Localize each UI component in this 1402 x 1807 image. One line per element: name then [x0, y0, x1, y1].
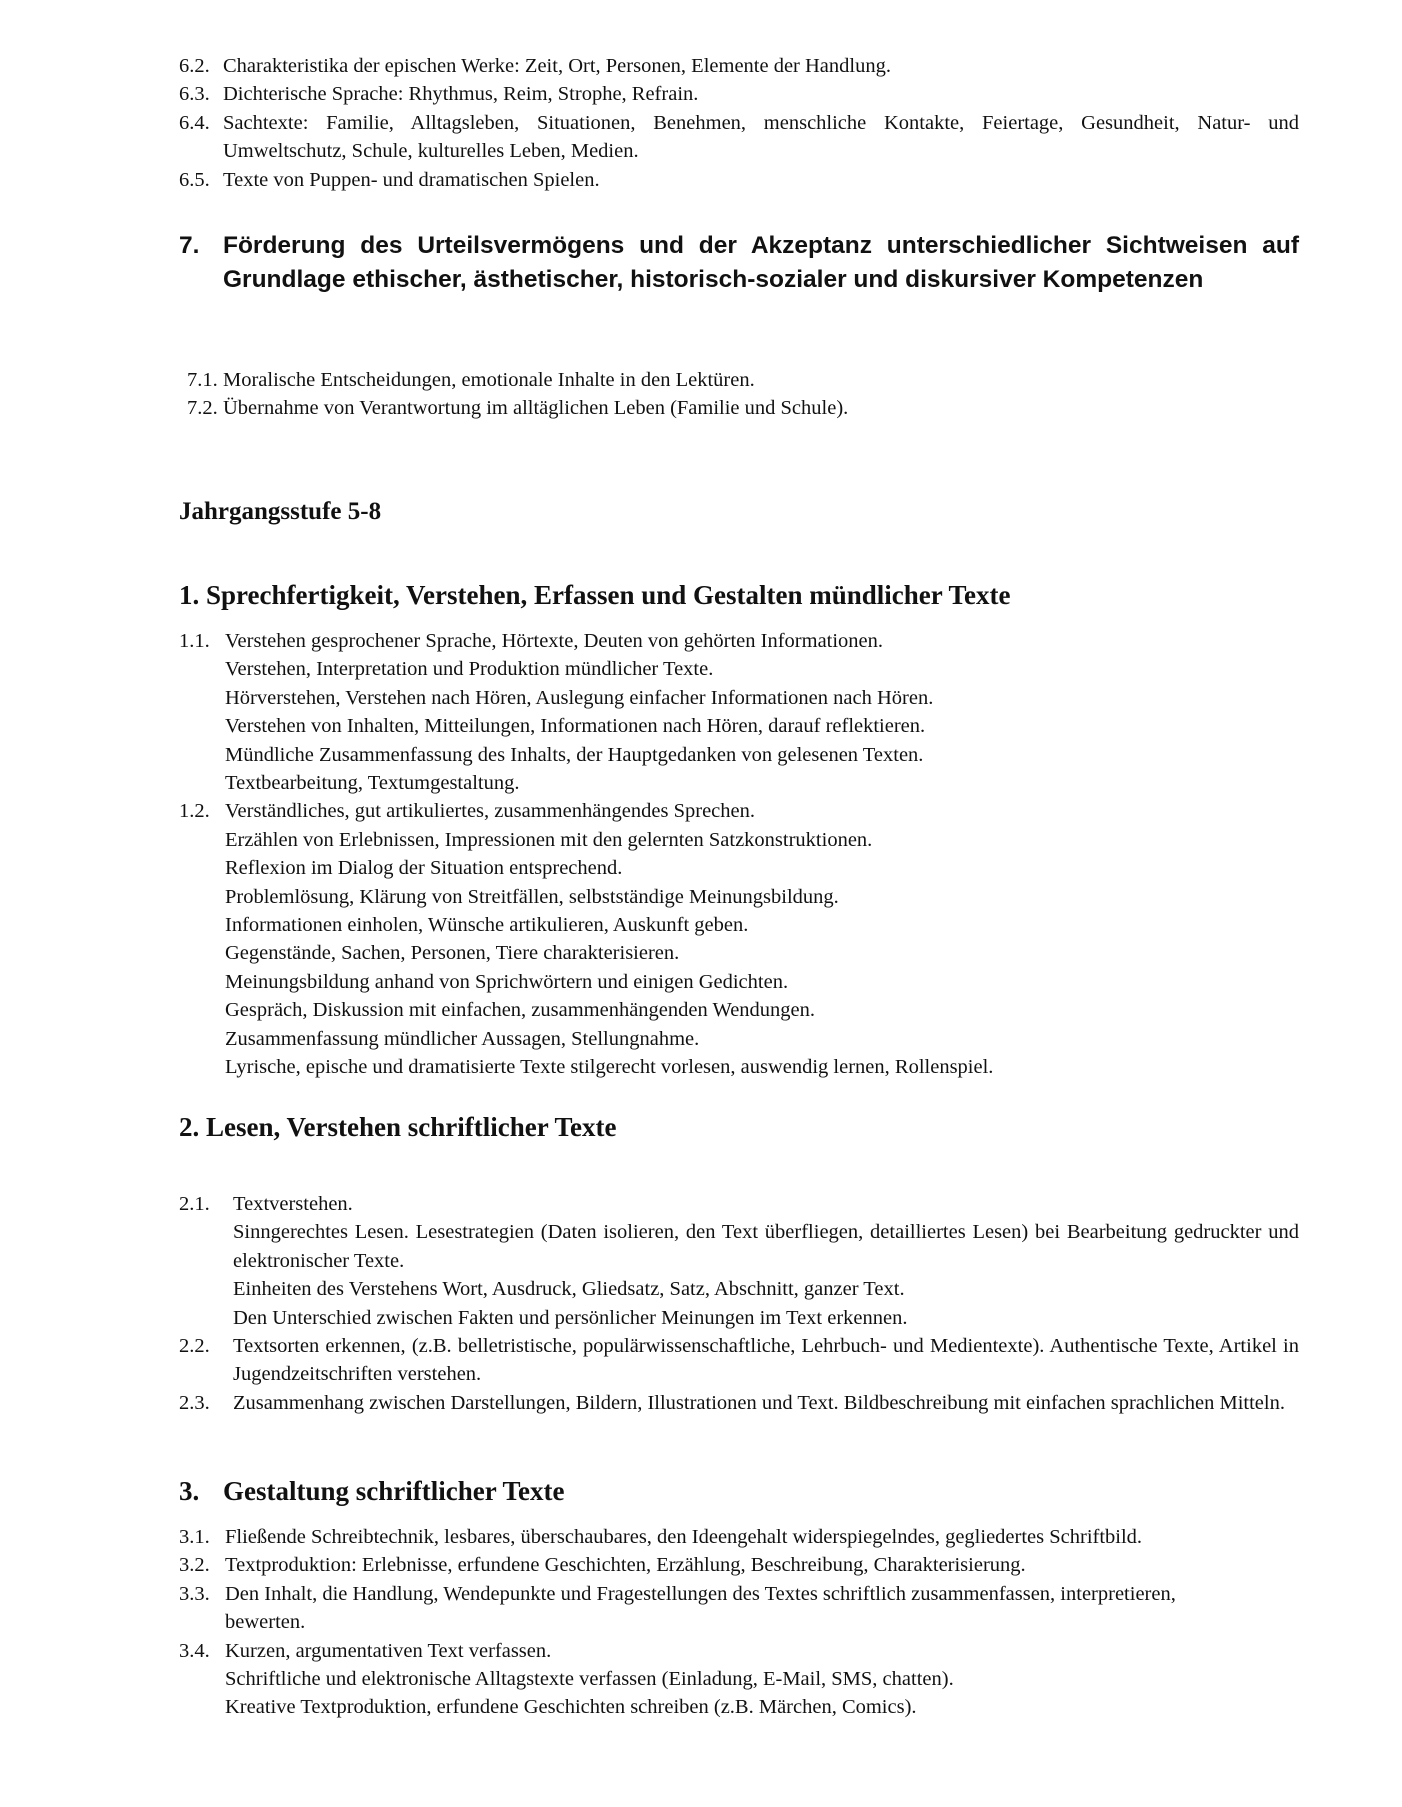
item-line: Gespräch, Diskussion mit einfachen, zusammenhängenden Wendungen.	[225, 999, 816, 1022]
item-line: Problemlösung, Klärung von Streitfällen, selbstständige Meinungsbildung.	[225, 885, 839, 908]
item-text: Den Inhalt, die Handlung, Wendepunkte und Fragestellungen des Textes schriftlich zusammenfassen, interpretieren, bewerten.	[225, 1582, 1176, 1634]
item-number: 3.4.	[179, 1639, 210, 1662]
item-text: Sachtexte: Familie, Alltagsleben, Situationen, Benehmen, menschliche Kontakte, Feiertage, Gesundheit, Natur- und Umweltschutz, Schule, kulturelles Leben, Medien.	[223, 111, 1299, 163]
list-section-2	[179, 1190, 1299, 1417]
item-line: Zusammenfassung mündlicher Aussagen, Stellungnahme.	[225, 1027, 700, 1050]
list-item-6-2	[179, 52, 1299, 80]
grade-heading: Jahrgangsstufe 5-8	[179, 498, 382, 525]
item-text: Textsorten erkennen, (z.B. belletristische, populärwissenschaftliche, Lehrbuch- und Medientexte). Authentische Texte, Artikel in Jugendzeitschriften verstehen.	[233, 1335, 1299, 1386]
item-line: Textbearbeitung, Textumgestaltung.	[225, 772, 520, 795]
item-line: Mündliche Zusammenfassung des Inhalts, der Hauptgedanken von gelesenen Texten.	[225, 743, 924, 766]
list-item-1-2	[179, 797, 1299, 825]
item-text: Verstehen gesprochener Sprache, Hörtexte, Deuten von gehörten Informationen.	[225, 630, 884, 652]
item-number: 7.1.	[187, 369, 218, 391]
item-text: Textproduktion: Erlebnisse, erfundene Geschichten, Erzählung, Beschreibung, Charakterisierung.	[225, 1554, 1026, 1577]
list-item-7-2	[187, 394, 1307, 422]
item-number: 3.1.	[179, 1526, 210, 1548]
section-3-heading	[179, 1474, 564, 1508]
list-section-1	[179, 627, 1299, 1082]
item-text: Texte von Puppen- und dramatischen Spielen.	[223, 168, 600, 191]
item-number: 6.3.	[179, 83, 210, 106]
item-number: 6.2.	[179, 55, 210, 77]
item-line: Lyrische, epische und dramatisierte Texte stilgerecht vorlesen, auswendig lernen, Rollenspiel.	[225, 1056, 994, 1079]
item-line: Reflexion im Dialog der Situation entsprechend.	[225, 857, 623, 880]
section-title: Gestaltung schriftlicher Texte	[223, 1476, 565, 1506]
item-line: Informationen einholen, Wünsche artikulieren, Auskunft geben.	[225, 914, 749, 937]
list-item-3-3	[179, 1580, 1299, 1637]
item-number: 6.4.	[179, 111, 210, 134]
list-section-7	[187, 366, 1307, 423]
list-section-3	[179, 1523, 1299, 1722]
list-item-3-4	[179, 1637, 1299, 1665]
item-text: Kurzen, argumentativen Text verfassen.	[225, 1639, 552, 1662]
item-line: Den Unterschied zwischen Fakten und persönlicher Meinungen im Text erkennen.	[233, 1306, 908, 1329]
list-item-6-5	[179, 166, 1299, 194]
list-item-3-2	[179, 1551, 1299, 1579]
item-number: 2.2.	[179, 1335, 210, 1358]
item-text: Moralische Entscheidungen, emotionale Inhalte in den Lektüren.	[223, 369, 755, 391]
item-line: Verstehen von Inhalten, Mitteilungen, Informationen nach Hören, darauf reflektieren.	[225, 715, 926, 738]
item-text: Zusammenhang zwischen Darstellungen, Bildern, Illustrationen und Text. Bildbeschreibung mit einfachen sprachlichen Mitteln.	[233, 1391, 1285, 1414]
item-paragraph: Sinngerechtes Lesen. Lesestrategien (Daten isolieren, den Text überfliegen, detailliertes Lesen) bei Bearbeitung gedruckter und elektronischer Texte.	[233, 1221, 1299, 1272]
item-text: Übernahme von Verantwortung im alltäglichen Leben (Familie und Schule).	[223, 397, 849, 420]
list-item-1-1	[179, 627, 1299, 655]
section-number: 3.	[179, 1476, 200, 1506]
item-text: Fließende Schreibtechnik, lesbares, überschaubares, den Ideengehalt widerspiegelndes, gegliedertes Schriftbild.	[225, 1526, 1143, 1548]
item-number: 2.1.	[179, 1193, 210, 1215]
item-line: Einheiten des Verstehens Wort, Ausdruck, Gliedsatz, Satz, Abschnitt, ganzer Text.	[233, 1278, 905, 1301]
item-number: 6.5.	[179, 168, 210, 191]
section-1-heading: 1. Sprechfertigkeit, Verstehen, Erfassen und Gestalten mündlicher Texte	[179, 580, 1011, 610]
list-item-6-3	[179, 80, 1299, 108]
item-line: Gegenstände, Sachen, Personen, Tiere charakterisieren.	[225, 942, 680, 965]
item-line: Erzählen von Erlebnissen, Impressionen mit den gelernten Satzkonstruktionen.	[225, 828, 873, 851]
list-item-2-2	[179, 1332, 1299, 1389]
list-section-6	[179, 52, 1299, 194]
item-number: 1.1.	[179, 630, 210, 652]
item-text: Dichterische Sprache: Rhythmus, Reim, Strophe, Refrain.	[223, 83, 699, 106]
item-text: Verständliches, gut artikuliertes, zusammenhängendes Sprechen.	[225, 800, 755, 823]
section-title: Förderung des Urteilsvermögens und der Akzeptanz unterschiedlicher Sichtweisen auf Grundlage ethischer, ästhetischer, historisch-sozialer und diskursiver Kompetenzen	[223, 232, 1299, 293]
item-text: Textverstehen.	[233, 1193, 353, 1215]
item-line: Kreative Textproduktion, erfundene Geschichten schreiben (z.B. Märchen, Comics).	[225, 1696, 917, 1719]
item-number: 3.3.	[179, 1582, 210, 1605]
item-number: 1.2.	[179, 800, 210, 823]
item-number: 3.2.	[179, 1554, 210, 1577]
item-line: Hörverstehen, Verstehen nach Hören, Auslegung einfacher Informationen nach Hören.	[225, 686, 934, 709]
list-item-7-1	[187, 366, 1307, 394]
item-number: 7.2.	[187, 397, 218, 420]
list-item-2-1	[179, 1190, 1299, 1218]
item-line: Verstehen, Interpretation und Produktion mündlicher Texte.	[225, 658, 714, 681]
item-line: Schriftliche und elektronische Alltagstexte verfassen (Einladung, E-Mail, SMS, chatten).	[225, 1668, 954, 1691]
item-line: Meinungsbildung anhand von Sprichwörtern und einigen Gedichten.	[225, 970, 789, 993]
list-item-3-1	[179, 1523, 1299, 1551]
section-number: 7.	[179, 232, 200, 259]
item-text: Charakteristika der epischen Werke: Zeit, Ort, Personen, Elemente der Handlung.	[223, 55, 891, 77]
section-7-heading	[179, 229, 1299, 297]
list-item-2-3	[179, 1389, 1299, 1417]
item-number: 2.3.	[179, 1391, 210, 1414]
section-2-heading: 2. Lesen, Verstehen schriftlicher Texte	[179, 1112, 617, 1142]
list-item-6-4	[179, 109, 1299, 166]
